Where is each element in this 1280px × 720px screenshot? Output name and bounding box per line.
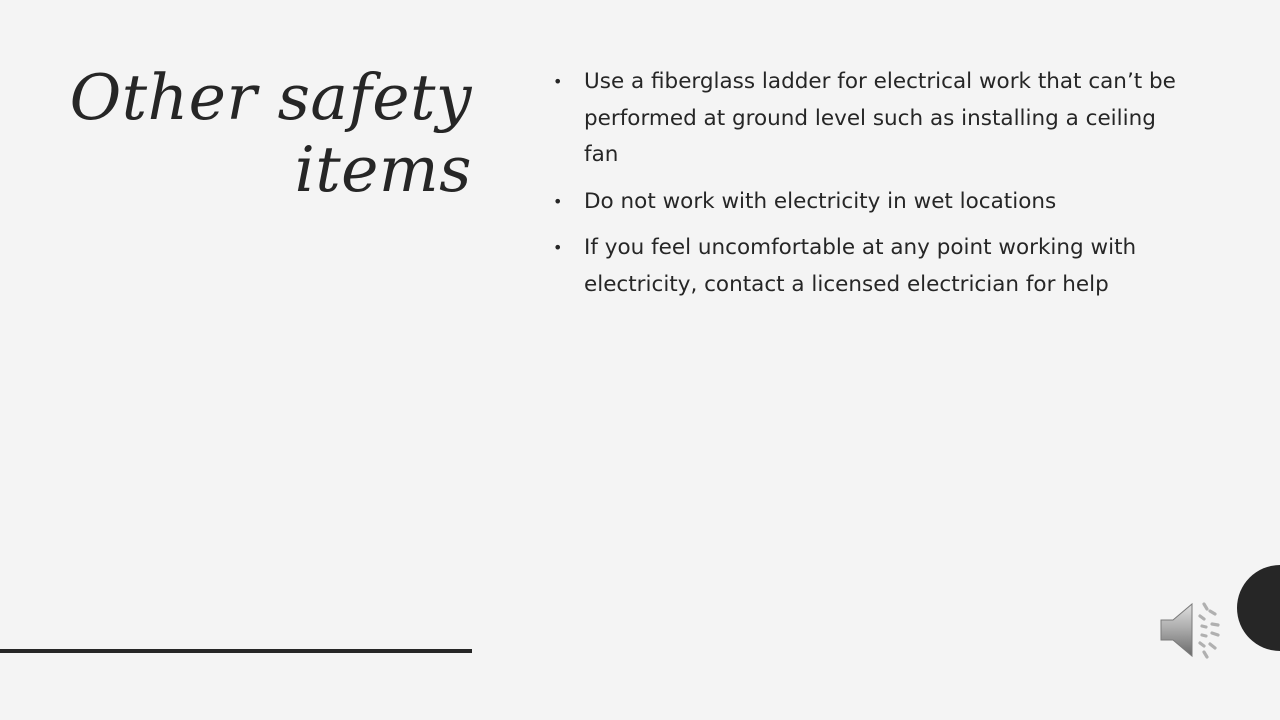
bullet-item — [553, 230, 1193, 303]
bullet-text: If you feel uncomfortable at any point working with electricity, contact a licensed electrician for help — [584, 235, 1137, 297]
bullet-dot: • — [553, 191, 563, 211]
speaker-icon-graphic — [1156, 598, 1226, 662]
bullet-text: Do not work with electricity in wet locations — [584, 188, 1057, 214]
title-divider — [0, 649, 472, 653]
bullet-dot: • — [553, 238, 563, 257]
decorative-circle — [1237, 565, 1280, 651]
slide-title-line-1: Other safety — [69, 61, 472, 134]
bullet-item — [553, 184, 1193, 221]
slide-title-line-2: items — [294, 133, 472, 206]
bullet-item — [553, 64, 1193, 174]
bullet-text: Use a fiberglass ladder for electrical work that can’t be performed at ground level such as installing a ceiling fan — [584, 69, 1176, 167]
bullet-list — [553, 64, 1193, 313]
bullet-dot: • — [553, 72, 563, 91]
speaker-icon[interactable] — [1156, 598, 1226, 662]
slide-title — [60, 62, 472, 206]
